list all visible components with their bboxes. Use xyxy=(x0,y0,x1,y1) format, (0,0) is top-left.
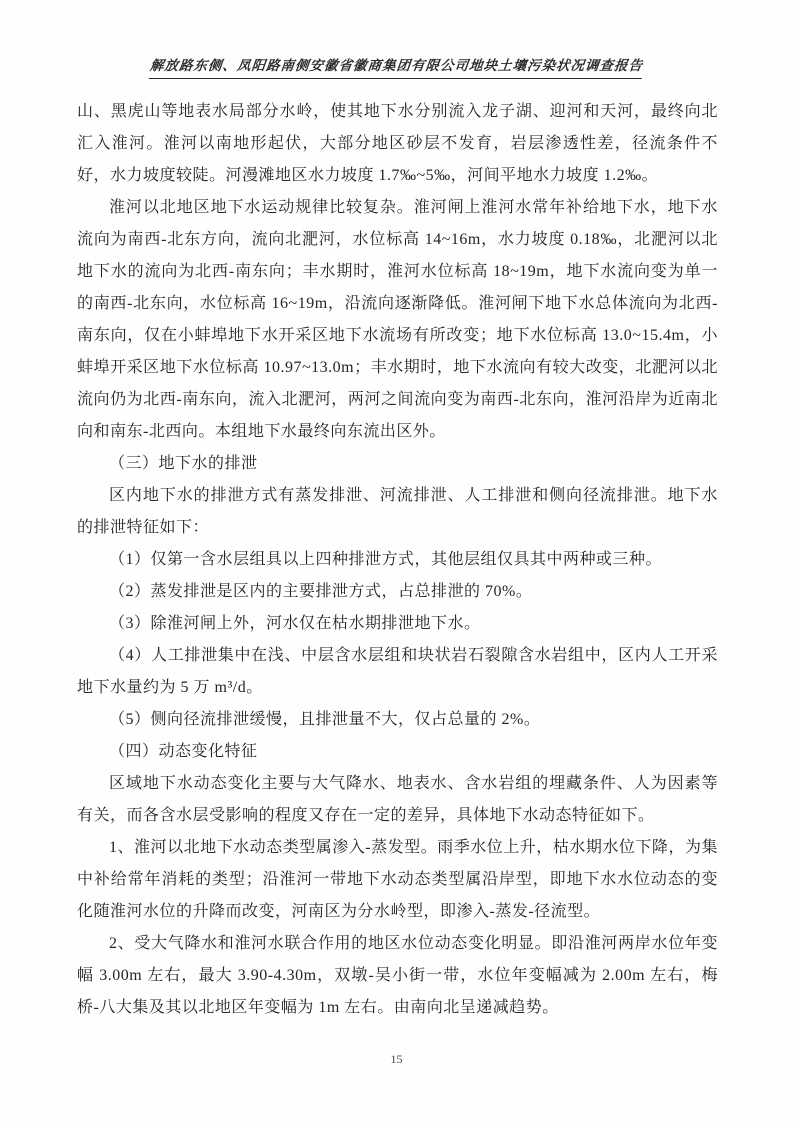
paragraph-surface-watershed: 山、黑虎山等地表水局部分水岭，使其地下水分别流入龙子湖、迎河和天河，最终向北汇入淮河。淮河以南地形起伏，大部分地区砂层不发育，岩层渗透性差，径流条件不好，水力坡度较陡。河漫滩地区水力坡度 1.7‰~5‰，河间平地水力坡度 1.2‰。 xyxy=(77,103,718,184)
heading-section-4-dynamic-variation: （四）动态变化特征 xyxy=(109,743,258,760)
page-footer xyxy=(0,1050,793,1068)
page-header xyxy=(0,54,793,79)
list-item-discharge-1: （1）仅第一含水层组具以上四种排泄方式，其他层组仅具其中两种或三种。 xyxy=(109,551,663,568)
list-item-dynamic-1: 1、淮河以北地下水动态类型属渗入-蒸发型。雨季水位上升，枯水期水位下降，为集中补给常年消耗的类型；沿淮河一带地下水动态类型属沿岸型，即地下水水位动态的变化随淮河水位的升降而改变，河南区为分水岭型，即渗入-蒸发-径流型。 xyxy=(77,839,718,920)
paragraph-dynamic-factors: 区域地下水动态变化主要与大气降水、地表水、含水岩组的埋藏条件、人为因素等有关，而各含水层受影响的程度又存在一定的差异，具体地下水动态特征如下。 xyxy=(77,775,718,824)
list-item-discharge-5: （5）侧向径流排泄缓慢，且排泄量不大，仅占总量的 2%。 xyxy=(109,711,541,728)
list-item-discharge-2: （2）蒸发排泄是区内的主要排泄方式，占总排泄的 70%。 xyxy=(109,583,533,600)
paragraph-groundwater-movement-north-of-huaihe: 淮河以北地区地下水运动规律比较复杂。淮河闸上淮河水常年补给地下水，地下水流向为南西-北东方向，流向北淝河，水位标高 14~16m，水力坡度 0.18‰，北淝河以北地下水的流向为北西-南东向；丰水期时，淮河水位标高 18~19m，地下水流向变为单一的南西-北东向，水位标高 16~19m，沿流向逐渐降低。淮河闸下地下水总体流向为北西-南东向，仅在小蚌埠地下水开采区地下水流场有所改变；地下水位标高 13.0~15.4m，小蚌埠开采区地下水位标高 10.97~13.0m；丰水期时，地下水流向有较大改变，北淝河以北流向仍为北西-南东向，流入北淝河，两河之间流向变为南西-北东向，淮河沿岸为近南北向和南东-北西向。本组地下水最终向东流出区外。 xyxy=(77,199,718,440)
document-body xyxy=(77,96,718,1024)
document-title-header: 解放路东侧、凤阳路南侧安徽省徽商集团有限公司地块土壤污染状况调查报告 xyxy=(149,54,645,79)
list-item-discharge-3: （3）除淮河闸上外，河水仅在枯水期排泄地下水。 xyxy=(109,615,481,632)
heading-section-3-groundwater-discharge: （三）地下水的排泄 xyxy=(109,455,258,472)
list-item-dynamic-2: 2、受大气降水和淮河水联合作用的地区水位动态变化明显。即沿淮河两岸水位年变幅 3.00m 左右，最大 3.90-4.30m，双墩-吴小街一带，水位年变幅减为 2.00m 左右，梅桥-八大集及其以北地区年变幅为 1m 左右。由南向北呈递减趋势。 xyxy=(77,935,718,1016)
page-number: 15 xyxy=(390,1052,403,1066)
paragraph-discharge-modes: 区内地下水的排泄方式有蒸发排泄、河流排泄、人工排泄和侧向径流排泄。地下水的排泄特征如下： xyxy=(77,487,718,536)
list-item-discharge-4: （4）人工排泄集中在浅、中层含水层组和块状岩石裂隙含水岩组中，区内人工开采地下水量约为 5 万 m³/d。 xyxy=(77,647,718,696)
